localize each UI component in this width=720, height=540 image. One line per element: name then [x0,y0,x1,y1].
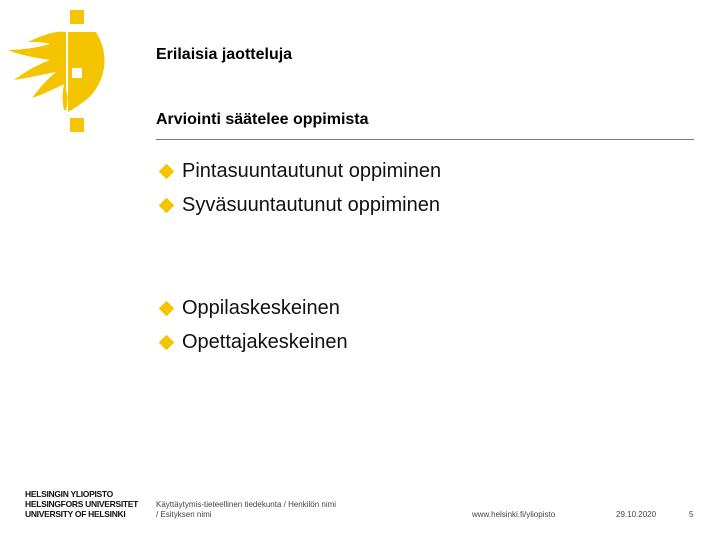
bullet-text: Oppilaskeskeinen [182,296,340,319]
bullet-item [158,296,340,320]
wordmark-line: HELSINGIN YLIOPISTO [25,489,113,499]
bullet-text: Opettajakeskeinen [182,330,348,353]
page-number: 5 [689,510,694,519]
wordmark-line: HELSINGFORS UNIVERSITET [25,499,139,509]
slide-title: Erilaisia jaotteluja [156,46,293,63]
footer-date: 29.10.2020 [616,510,657,519]
footer-faculty [156,500,336,520]
diamond-bullet-icon [159,300,175,316]
footer-faculty-line: Käyttäytymis-tieteellinen tiedekunta / Henkilön nimi [156,500,337,509]
university-wordmark [25,489,138,519]
diamond-bullet-icon [159,163,175,179]
slide-subtitle: Arviointi säätelee oppimista [156,111,369,128]
footer-url[interactable]: www.helsinki.fi/yliopisto [472,510,556,519]
bullet-item [158,159,441,183]
bullet-item [158,330,348,354]
bullet-text: Syväsuuntautunut oppiminen [182,193,440,216]
bullet-text: Pintasuuntautunut oppiminen [182,159,442,182]
university-flame-logo-icon [6,6,124,146]
wordmark-line: UNIVERSITY OF HELSINKI [25,509,126,519]
diamond-bullet-icon [159,334,175,350]
diamond-bullet-icon [159,197,175,213]
title-divider [156,139,694,140]
footer-presentation-line: / Esityksen nimi [156,510,212,519]
bullet-item [158,193,440,217]
